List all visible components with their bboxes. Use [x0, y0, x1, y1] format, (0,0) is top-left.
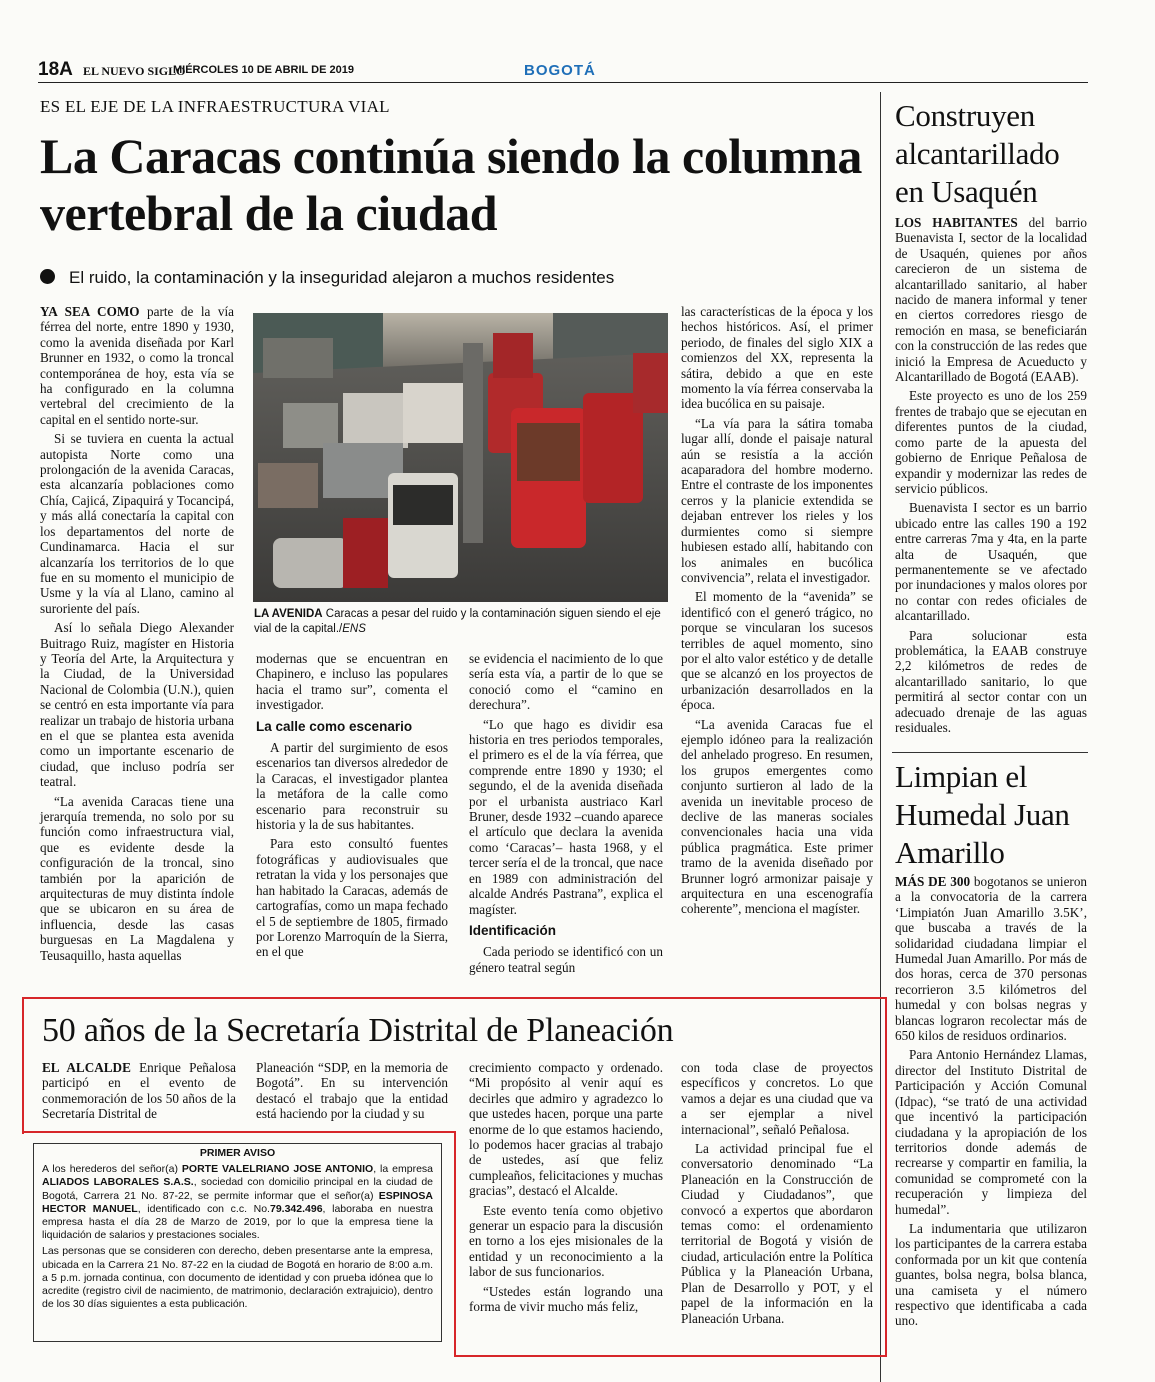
lead-in: YA SEA COMO [40, 304, 140, 319]
subhead: Identificación [469, 922, 557, 938]
kicker: ES EL EJE DE LA INFRAESTRUCTURA VIAL [40, 97, 390, 116]
lead-in: EL ALCALDE [42, 1060, 131, 1075]
notice-text: A los herederos del señor(a) [42, 1163, 182, 1176]
lead-in: MÁS DE 300 [895, 874, 971, 889]
paragraph: “Lo que hago es dividir esa historia en tres periodos temporales, el primero es el de la vía férrea, que comprende entre 1890 y 1930; el segundo, el de la avenida diseñada por el urbanista austriaco Karl Bruner, desde 1932 –cuando aparece el artículo que declara la avenida como ‘Caracas’– hasta 1968, y el tercer sería el de la troncal, que nace en 1989 con administración del alcalde Andrés Pastrana”, explica el magíster. [469, 716, 663, 917]
newspaper-name: EL NUEVO SIGLO [83, 64, 186, 78]
notice-title: PRIMER AVISO [199, 1147, 276, 1159]
highlight-box-rule [22, 1131, 456, 1133]
paragraph: Así lo señala Diego Alexander Buitrago Ruiz, magíster en Historia y Teoría del Arte, la Arquitectura y la Ciudad, de la Universidad Nacional de Colombia (U.N.), quien se centró en esta importante vía para realizar un trabajo de historia urbana en el que se plantea esta avenida como un importante escenario de ciudad, que incluso podría ser teatral. [40, 620, 234, 790]
notice-text: , laboraba en nuestra empresa hasta el día 28 de Marzo de 2019, por lo que la empresa tiene la liquidación de salarios y prestaciones sociales. [42, 1202, 433, 1242]
paragraph: “La vía para la sátira tomaba lugar allí, donde el paisaje natural aún se resistía a la acción acaparadora del hombre moderno. Entre el contraste de los imponentes cerros y la planicie extendida se dejaban entrever los rieles y los durmientes como si siempre hubiesen estado allí, habitando con los animales en bucólica convivencia”, relata el investigador. [681, 415, 873, 585]
main-column-4 [681, 304, 873, 921]
issue-date: MIÉRCOLES 10 DE ABRIL DE 2019 [173, 64, 354, 76]
paragraph: Cada periodo se identificó con un género teatral según [469, 944, 663, 975]
paragraph: del barrio Buenavista I, sector de la localidad de Usaquén, quienes por años carecieron de un sistema de alcantarillado sanitario, al haber nacido de manera informal y tener en ciertos corredores riesgo de remoción en masa, se beneficiarán con la construcción de las redes que inició la Empresa de Acueducto y Alcantarillado de Bogotá (EAAB). [895, 215, 1087, 385]
sidebar-story-2 [895, 874, 1087, 1333]
paragraph: parte de la vía férrea del norte, entre 1890 y 1930, como la avenida diseñada por Karl Brunner en 1932, o como la troncal contemporánea de hoy, esta vía se ha configurado en la columna vertebral del crecimiento de la capital en el sentido norte-sur. [40, 304, 234, 427]
paragraph: Si se tuviera en cuenta la actual autopista Norte como una prolongación de la avenida Caracas, esta alcanzaría poblaciones como Chía, Cajicá, Zipaquirá y Tocancipá, y más allá conectaría la capital con los departamentos del norte de Cundinamarca. Hacia el sur alcanzaría los territorios de lo que fue en su momento el municipio de Usme y la vía al Llano, camino al suroriente del país. [40, 431, 234, 616]
sidebar-story-1 [895, 215, 1087, 739]
paragraph: A partir del surgimiento de esos escenarios tan diversos alrededor de la Caracas, el investigador plantea la metáfora de la calle como escenario para reconstruir su historia y la de sus habitantes. [256, 740, 448, 833]
paragraph: Para esto consultó fuentes fotográficas y audiovisuales que retratan la vida y los personajes que han habitado la Caracas, además de cartografías, como un mapa fechado el 5 de septiembre de 1805, firmado por Lorenzo Marroquín de la Sierra, en el que [256, 836, 448, 960]
headline: La Caracas continúa siendo la columna vertebral de la ciudad [40, 128, 862, 241]
photo-credit: ENS [342, 622, 366, 635]
paragraph: las características de la época y los hechos históricos. Así, el primer periodo, de finales del siglo XIX a comienzos del XX, representa la sátira, debido a que en este momento la vía férrea conservaba la idea bucólica en su paisaje. [681, 304, 873, 412]
legal-notice [33, 1143, 442, 1342]
page-number: 18A [38, 59, 73, 80]
paragraph: Este proyecto es uno de los 259 frentes de trabajo que se ejecutan en diferentes puntos de la ciudad, como parte de la apuesta del gobierno de Enrique Peñalosa de expandir y modernizar las redes de servicio públicos. [895, 388, 1087, 496]
bullet-icon [40, 269, 55, 284]
notice-paragraph [42, 1163, 433, 1242]
caption-label: LA AVENIDA [254, 608, 323, 620]
company-name: ALIADOS LABORALES S.A.S. [42, 1176, 194, 1189]
dek-text: El ruido, la contaminación y la inseguridad alejaron a muchos residentes [69, 268, 615, 287]
page-folio [38, 58, 1088, 83]
paragraph: “La avenida Caracas tiene una jerarquía tremenda, no solo por su función como infraestructura vial, que es evidente desde la configuración de la troncal, sino también por la aparición de arquitecturas de muy distinta índole que se ubicaron en su área de influencia, desde las casas burguesas en La Magdalena y Teusaquillo, hasta aquellas [40, 793, 234, 963]
section-name: BOGOTÁ [524, 62, 596, 79]
paragraph: bogotanos se unieron a la convocatoria de la carrera ‘Limpiatón Juan Amarillo 3.5K’, que buscaba a través de la solidaridad ciudadana limpiar el Humedal Juan Amarillo. Por más de dos horas, cerca de 370 personas recorrieron 3.5 kilómetros del humedal y con bolsas negras y blancas lograron recolectar más de 650 kilos de residuos ordinarios. [895, 874, 1088, 1044]
paragraph: Planeación “SDP, en la memoria de Bogotá”. En su intervención destacó el trabajo que la entidad está haciendo por la ciudad y su [256, 1060, 448, 1122]
deceased-name: PORTE VALELRIANO JOSE ANTONIO [181, 1163, 374, 1176]
paragraph: se evidencia el nacimiento de lo que sería esta vía, a partir de lo que se conoció como el “camino en derechura”. [469, 651, 663, 713]
paragraph: Para solucionar esta problemática, la EAAB construye 2,2 kilómetros de redes de alcantarillado sanitario, lo que permitirá al sector contar con un adecuado drenaje de las aguas residuales. [895, 627, 1087, 735]
subhead: La calle como escenario [256, 718, 413, 734]
paragraph: La indumentaria que utilizaron los participantes de la carrera estaba conformada por un kit que contenía guantes, bolsa negra, bolsa blanca, una camiseta y el número respectivo que identificaba a cada uno. [895, 1220, 1087, 1329]
main-column-3 [469, 651, 663, 979]
dek [40, 268, 614, 288]
main-column-1 [40, 304, 234, 967]
sidebar-divider [892, 752, 1088, 753]
notice-paragraph: Las personas que se consideren con derecho, deben presentarse ante la empresa, ubicada en la Carrera 21 No. 87-22 en la ciudad de Bogotá en horario de 8:00 a.m. a 5 p.m. jornada continua, con documento de identidad y con prueba idónea que lo acredite (registro civil de nacimiento, de matrimonio, declaración extrajuicio), dentro de los 30 días siguientes a esta publicación. [42, 1245, 433, 1311]
box-column-2 [256, 1060, 448, 1126]
notice-text: , identificado con c.c. No. [137, 1202, 270, 1215]
paragraph: Para Antonio Hernández Llamas, director del Instituto Distrital de Participación y Acción Comunal (Idpac), “se trató de una actividad que incentivó la participación ciudadana y la apropiación de los territorios donde además de recrearse y compartir en familia, la comunidad se comprometé con la recuperación y limpieza del humedal”. [895, 1047, 1087, 1217]
paragraph: Buenavista I sector es un barrio ubicado entre las calles 190 a 192 entre carreras 7ma y 4ta, en la parte alta de Usaquén, que permanentemente se ve afectado por inundaciones y malos olores por no contar con redes oficiales de alcantarillado. [895, 500, 1087, 624]
worker-name: ESPINOSA HECTOR MANUEL [42, 1189, 433, 1215]
traffic-photo [253, 313, 668, 602]
id-number: 79.342.496 [269, 1202, 323, 1215]
paragraph: Este evento tenía como objetivo generar un espacio para la discusión en torno a los ejes misionales de la entidad y un reconocimiento a la labor de sus funcionarios. [469, 1202, 663, 1280]
box-headline: 50 años de la Secretaría Distrital de Planeación [42, 1012, 674, 1049]
paragraph: Enrique Peñalosa participó en el evento de conmemoración de los 50 años de la Secretaría Distrital de [42, 1060, 236, 1122]
caption-text: Caracas a pesar del ruido y la contaminación siguen siendo el eje vial de la capital./ [254, 608, 661, 635]
paragraph: La actividad principal fue el conversatorio denominado “La Planeación en la Construcción de Ciudad y Ciudadanos”, que convocó a expertos que abordaron temas como: el ordenamiento territorial de Bogotá y visión de ciudad, articulación entre la Política Pública y la Planeación Urbana, Plan de Desarrollo y POT, y el papel de la información en la Planeación Urbana. [681, 1141, 873, 1326]
paragraph: crecimiento compacto y ordenado. “Mi propósito al venir aquí es decirles que admiro y agradezco lo que ustedes hacen, porque una parte enorme de lo que estamos haciendo, lo podemos hacer gracias al trabajo de ustedes, así que feliz cumpleaños, felicitaciones y muchas gracias”, destacó el Alcalde. [469, 1060, 663, 1199]
paragraph: “La avenida Caracas fue el ejemplo idóneo para la realización del anhelado progreso. En resumen, los grupos emergentes como conjunto surtieron al lado de la avenida un inevitable proceso de declive de las maneras sociales convencionales hacia una vida pública pragmática. Este primer tramo de la avenida diseñado por Brunner logró armonizar paisaje y arquitectura en una escenografía coherente”, menciona el magíster. [681, 716, 873, 917]
paragraph: con toda clase de proyectos específicos y concretos. Lo que vamos a dejar es una ciudad que va a ser ejemplar a nivel internacional”, señaló Peñalosa. [681, 1060, 873, 1137]
sidebar-headline-2: Limpian el Humedal Juan Amarillo [895, 759, 1070, 870]
box-column-4 [681, 1060, 873, 1330]
sidebar-headline-1: Construyen alcantarillado en Usaquén [895, 98, 1060, 209]
lead-in: LOS HABITANTES [895, 215, 1018, 230]
box-column-1 [42, 1060, 236, 1126]
notice-text: , sociedad con domicilio principal en la ciudad de Bogotá, Carrera 21 No. 87-22, se permite informar que el señor(a) [42, 1176, 433, 1202]
notice-text: , la empresa [373, 1163, 434, 1176]
paragraph: modernas que se encuentran en Chapinero, e incluso las populares hacia el tramo sur”, comenta el investigador. [256, 651, 448, 713]
paragraph: El momento de la “avenida” se identificó con el generó trágico, no porque se vincularan los sucesos terribles de aquel momento, sino por el alto valor estético y de detalle que se alcanzó en los proyectos de urbanización desarrollados en la época. [681, 589, 873, 713]
main-column-2 [256, 651, 448, 964]
paragraph: “Ustedes están logrando una forma de vivir mucho más feliz, [469, 1283, 663, 1315]
photo-caption [254, 607, 664, 636]
box-column-3 [469, 1060, 663, 1319]
